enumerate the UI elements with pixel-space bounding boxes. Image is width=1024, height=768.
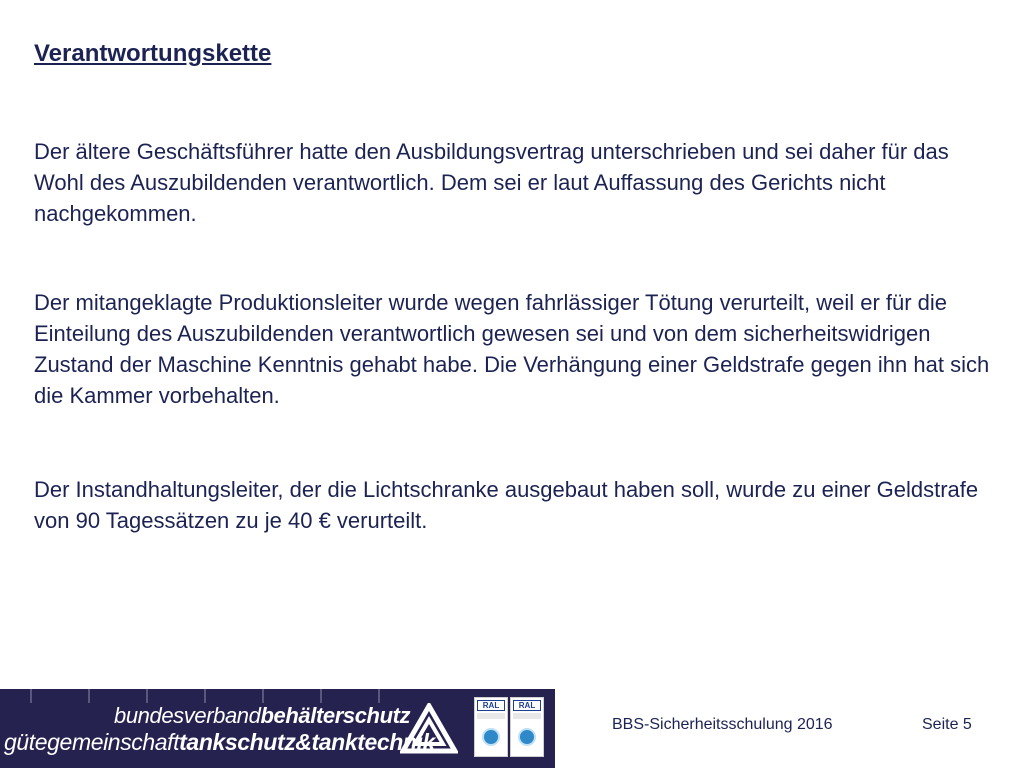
ral-badge-icon	[482, 728, 500, 746]
paragraph-maintenance-manager: Der Instandhaltungsleiter, der die Lichtschranke ausgebaut haben soll, wurde zu einer Geldstrafe von 90 Tagessätzen zu je 40 € verurteilt.	[34, 477, 979, 533]
footer-event-title: BBS-Sicherheitsschulung 2016	[612, 716, 833, 733]
paragraph-managing-director: Der ältere Geschäftsführer hatte den Ausbildungsvertrag unterschrieben und sei daher für das Wohl des Auszubildenden verantwortlich. Dem sei er laut Auffassung des Gerichts nicht nachgekommen.	[34, 139, 949, 226]
brand-line-1-regular: bundesverband	[114, 703, 261, 728]
ral-label: RAL	[477, 700, 505, 711]
footer-logo-band	[0, 689, 555, 768]
paragraph-production-manager: Der mitangeklagte Produktionsleiter wurde wegen fahrlässiger Tötung verurteilt, weil er für die Einteilung des Auszubildenden verantwortlich gewesen sei und von dem sicherheitswidrigen Zustand der Maschine Kenntnis gehabt habe. Die Verhängung einer Geldstrafe gegen ihn hat sich die Kammer vorbehalten.	[34, 290, 990, 408]
ral-seal-tankschutz	[474, 697, 508, 757]
brand-line-1-bold: behälterschutz	[260, 703, 411, 728]
brand-line-2	[4, 729, 555, 756]
slide-title: Verantwortungskette	[34, 40, 272, 67]
footer-page-number: Seite 5	[922, 716, 972, 733]
ral-label: RAL	[513, 700, 541, 711]
brand-line-2-bold: tankschutz&tanktechnik	[179, 729, 435, 755]
brand-line-2-regular: gütegemeinschaft	[4, 729, 180, 755]
ral-seal-tanktechnik	[510, 697, 544, 757]
triangle-logo-icon	[400, 703, 458, 755]
ral-badge-icon	[518, 728, 536, 746]
